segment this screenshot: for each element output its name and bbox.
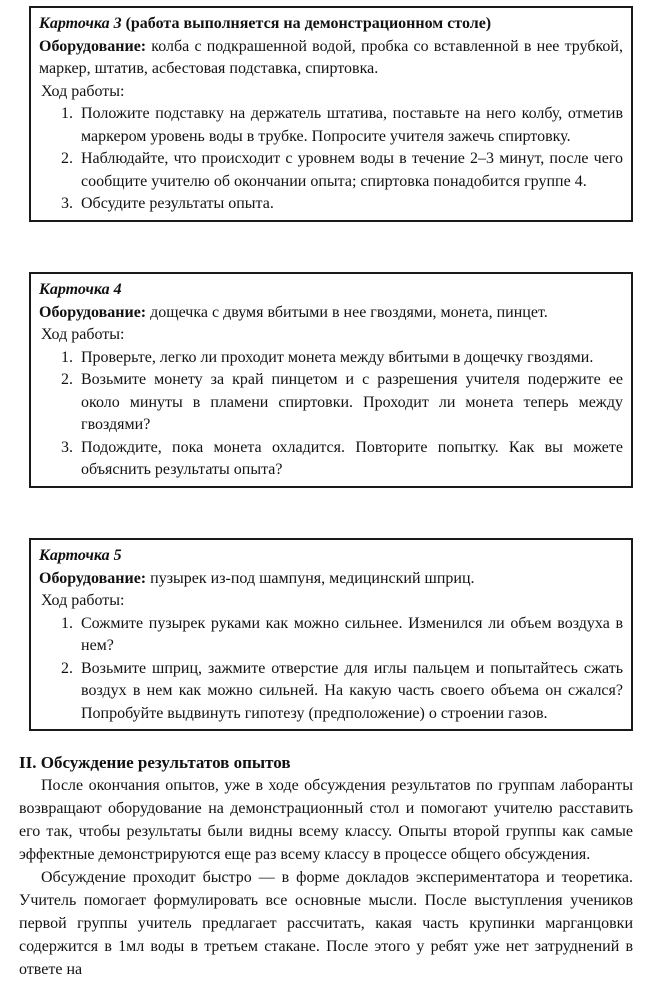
section-paragraph: После окончания опытов, уже в ходе обсуждения результатов по группам лаборанты возвращают оборудование на демонстрационный стол и помогают учителю расставить его так, чтобы результаты были видны всему классу. Опыты второй группы как самые эффектные демонстрируются еще раз всему классу в процессе общего обсуждения. <box>19 777 633 863</box>
equipment-text: колба с подкрашенной водой, пробка со вставленной в нее трубкой, маркер, штатив, асбестовая подставка, спиртовка. <box>39 37 623 77</box>
step-item <box>39 103 623 148</box>
card-4 <box>29 272 633 488</box>
card-3 <box>29 6 633 222</box>
equipment-paragraph <box>39 302 623 325</box>
steps-label: Ход работы: <box>41 592 125 609</box>
equipment-label: Оборудование: <box>39 303 147 321</box>
step-number: 2. <box>61 150 73 167</box>
step-text: Наблюдайте, что происходит с уровнем воды в течение 2–3 минут, после чего сообщите учителю об окончании опыта; спиртовка понадобится группе 4. <box>81 150 623 190</box>
step-number: 1. <box>61 105 73 122</box>
step-number: 3. <box>61 195 73 212</box>
step-number: 2. <box>61 371 73 388</box>
steps-label: Ход работы: <box>41 82 125 100</box>
card-title-text: Карточка 3 <box>39 15 122 32</box>
discussion-section <box>19 752 633 981</box>
step-text: Возьмите монету за край пинцетом и с разрешения учителя подержите ее около минуты в пламени спиртовки. Проходит ли монета теперь между гвоздями? <box>81 371 623 433</box>
step-number: 3. <box>61 438 73 456</box>
equipment-text: дощечка с двумя вбитыми в нее гвоздями, монета, пинцет. <box>146 303 548 321</box>
steps-list <box>39 613 623 726</box>
step-number: 2. <box>61 659 73 677</box>
card-title <box>39 545 623 568</box>
section-paragraph: Обсуждение проходит быстро — в форме докладов экспериментатора и теоретика. Учитель помогает формулировать все основные мысли. После выступления учеников первой группы учитель предлагает рассчитать, какая часть крупинки марганцовки содержится в 1мл воды в третьем стакане. После этого у ребят уже нет затруднений в ответе на <box>19 869 633 978</box>
step-text: Положите подставку на держатель штатива, поставьте на него колбу, отметив маркером уровень воды в трубке. Попросите учителя зажечь спиртовку. <box>81 105 623 145</box>
steps-list <box>39 347 623 482</box>
steps-label: Ход работы: <box>41 326 125 343</box>
step-item <box>39 613 623 658</box>
step-text: Проверьте, легко ли проходит монета между вбитыми в дощечку гвоздями. <box>81 348 594 366</box>
step-item <box>39 369 623 437</box>
step-text: Возьмите шприц, зажмите отверстие для иглы пальцем и попытайтесь сжать воздух в нем как можно сильней. На какую часть своего объема он сжался? Попробуйте выдвинуть гипотезу (предположение) о строении газов. <box>81 659 623 722</box>
card-title <box>39 279 623 302</box>
section-heading: II. Обсуждение результатов опытов <box>19 753 291 772</box>
step-text: Подождите, пока монета охладится. Повторите попытку. Как вы можете объяснить результаты опыта? <box>81 438 623 478</box>
equipment-label: Оборудование: <box>39 37 147 55</box>
equipment-text: пузырек из-под шампуня, медицинский шприц. <box>146 569 475 587</box>
card-5 <box>29 538 633 731</box>
equipment-label: Оборудование: <box>39 569 147 587</box>
steps-list <box>39 103 623 216</box>
step-text: Обсудите результаты опыта. <box>81 195 274 212</box>
step-item <box>39 658 623 726</box>
card-title-text: Карточка 5 <box>39 547 122 564</box>
card-title <box>39 13 623 36</box>
step-item <box>39 347 623 370</box>
card-title-note: (работа выполняется на демонстрационном столе) <box>121 15 492 32</box>
card-title-text: Карточка 4 <box>39 281 122 298</box>
step-item <box>39 148 623 193</box>
step-number: 1. <box>61 614 73 632</box>
step-number: 1. <box>61 348 73 366</box>
equipment-paragraph <box>39 568 623 591</box>
step-text: Сожмите пузырек руками как можно сильнее. Изменился ли объем воздуха в нем? <box>81 614 623 654</box>
equipment-paragraph <box>39 36 623 81</box>
step-item <box>39 437 623 482</box>
step-item <box>39 193 623 216</box>
